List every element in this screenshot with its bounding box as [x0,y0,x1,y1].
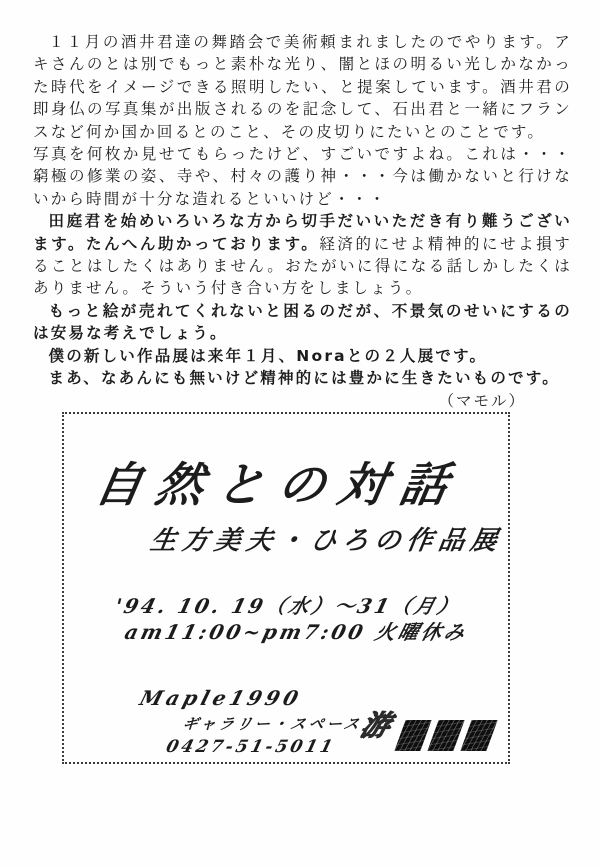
paragraph-3-bold-text: 田庭君を始めいろいろな方から切手だいいただき有り難うございます。たんへん助かっております。 [33,212,572,253]
exhibition-flyer-box [62,412,510,764]
venue-name: Maple1990 [137,686,305,710]
venue-gallery-line [180,709,395,742]
reversed-kanji-stamp-blocks-icon [400,720,492,751]
paragraph-3-regular-text: 経済的にせよ精神的にせよ損することはしたくはありません。おたがいに得になる話しかしたくはありません。そういう付き合い方をしましょう。 [33,234,572,298]
venue-phone: 0427-51-5011 [164,737,338,757]
letter-body [33,31,590,412]
exhibition-subtitle: 生方美夫・ひろの作品展 [148,526,505,556]
exhibition-title: 自然との対話 [90,458,467,513]
stamp-block [427,720,464,751]
exhibition-hours: am11:00~pm7:00 火曜休み [122,620,471,644]
paragraph-3 [33,210,572,300]
paragraph-6: まあ、なあんにも無いけど精神的には豊かに生きたいものです。 [48,369,560,388]
paragraph-4: もっと絵が売れてくれないと困るのだが、不景気のせいにするのは安易な考えでしょう。 [33,301,572,343]
paragraph-1: １１月の酒井君達の舞踏会で美術頼まれましたのでやります。アキさんのとは別でもっと素朴な光り、闇とほの明るい光しかなかった時代をイメージできる照明したい、と提案しています。酒井君の即身仏の写真集が出版されるのを記念して、石出君と一緒にフランスなど何か国か回るとのこと、その皮切りにたいとのことです。 [33,33,572,141]
signature: （マモル） [438,391,526,410]
exhibition-dates: '94. 10. 19（水）〜31（月） [112,594,464,618]
paragraph-2: 写真を何枚か見せてもらったけど、すごいですよね。これは・・・ 窮極の修業の姿、寺や、村々の護り神・・・今は働かないと行けないから時間が十分な造れるといいけど・・・ [33,145,590,208]
gallery-logo-kanji-icon: 游 [356,709,395,742]
stamp-block [394,720,431,751]
stamp-block [460,720,497,751]
paragraph-5: 僕の新しい作品展は来年１月、Noraとの２人展です。 [48,346,488,365]
gallery-name: ギャラリー・スペース [180,715,365,733]
